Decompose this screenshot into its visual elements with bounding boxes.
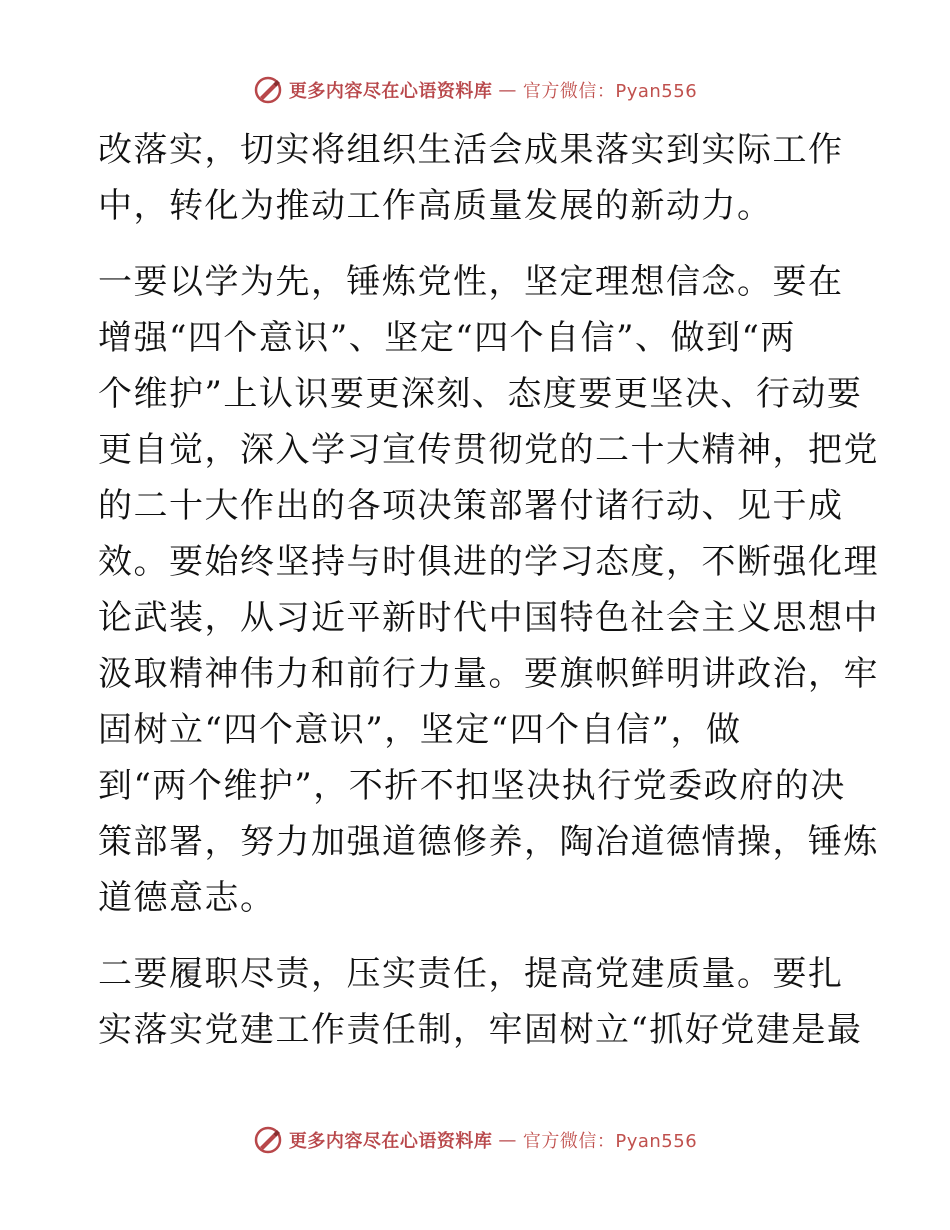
pen-logo-icon <box>253 75 283 105</box>
text-line: 一要以学为先，锤炼党性，坚定理想信念。要在 <box>98 262 844 302</box>
text-line: 效。要始终坚持与时俱进的学习态度，不断强化理 <box>98 542 879 582</box>
watermark-separator: — <box>498 79 517 101</box>
paragraph <box>98 122 858 234</box>
text-line: 策部署，努力加强道德修养，陶冶道德情操，锤炼 <box>98 822 879 862</box>
watermark-separator: — <box>498 1129 517 1151</box>
text-line: 增强“四个意识”、坚定“四个自信”、做到“两 <box>98 318 796 358</box>
watermark-main-text: 更多内容尽在心语资料库 <box>288 1131 493 1152</box>
text-line: 论武装，从习近平新时代中国特色社会主义思想中 <box>98 598 879 638</box>
text-line: 到“两个维护”，不折不扣坚决执行党委政府的决 <box>98 766 846 806</box>
text-line: 改落实，切实将组织生活会成果落实到实际工作 <box>98 130 844 170</box>
text-line: 二要履职尽责，压实责任，提高党建质量。要扎 <box>98 954 844 994</box>
paragraph <box>98 254 879 926</box>
text-line: 实落实党建工作责任制，牢固树立“抓好党建是最 <box>98 1010 863 1050</box>
watermark-wechat-text: 官方微信：Pyan556 <box>522 81 698 102</box>
text-line: 更自觉，深入学习宣传贯彻党的二十大精神，把党 <box>98 430 879 470</box>
pen-logo-icon <box>253 1125 283 1155</box>
paragraph <box>98 946 863 1058</box>
text-line: 中，转化为推动工作高质量发展的新动力。 <box>98 186 773 226</box>
footer-watermark <box>0 1120 950 1160</box>
text-line: 的二十大作出的各项决策部署付诸行动、见于成 <box>98 486 844 526</box>
text-line: 道德意志。 <box>98 878 276 918</box>
text-line: 固树立“四个意识”，坚定“四个自信”，做 <box>98 710 742 750</box>
watermark-main-text: 更多内容尽在心语资料库 <box>288 81 493 102</box>
text-line: 个维护”上认识要更深刻、态度要更坚决、行动要 <box>98 374 863 414</box>
header-watermark <box>0 70 950 110</box>
watermark-wechat-text: 官方微信：Pyan556 <box>522 1131 698 1152</box>
document-body <box>98 122 879 1058</box>
text-line: 汲取精神伟力和前行力量。要旗帜鲜明讲政治，牢 <box>98 654 879 694</box>
